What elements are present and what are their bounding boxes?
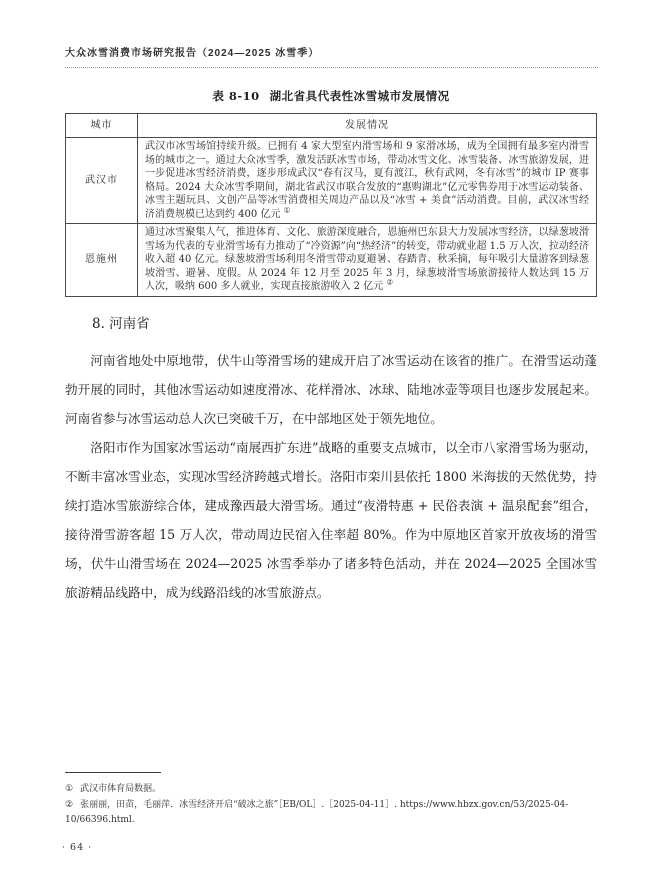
footnote-ref-2: ②	[386, 277, 394, 287]
body-paragraph: 河南省地处中原地带，伏牛山等滑雪场的建成开启了冰雪运动在该省的推广。在滑雪运动蓬勃开展的同时，其他冰雪运动如速度滑冰、花样滑冰、冰球、陆地冰壶等项目也逐步发展起来。河南省参与冰雪运动总人次已突破千万，在中部地区处于领先地位。	[65, 352, 597, 426]
page-number: · 64 ·	[62, 842, 93, 853]
development-cell-wuhan	[138, 138, 597, 224]
city-development-table	[65, 113, 597, 297]
table-row	[66, 224, 597, 297]
table-number: 表 8-10	[212, 89, 260, 103]
table-row	[66, 138, 597, 224]
page-content	[65, 88, 597, 607]
table-title-text: 湖北省具代表性冰雪城市发展情况	[269, 89, 450, 103]
footnotes-block	[65, 772, 597, 829]
footnote-ref-1: ①	[283, 205, 291, 215]
footnote-marker: ①	[65, 784, 74, 794]
city-cell-enshi: 恩施州	[66, 224, 138, 297]
footnote-text: 武汉市体育局数据。	[80, 784, 162, 794]
table-title	[65, 88, 597, 104]
footnote-divider	[65, 772, 161, 773]
table-header-row	[66, 114, 597, 138]
running-head: 大众冰雪消费市场研究报告（2024—2025 冰雪季）	[65, 44, 598, 68]
city-cell-wuhan: 武汉市	[66, 138, 138, 224]
footnote-item	[65, 798, 597, 829]
development-header-cell: 发展情况	[138, 114, 597, 138]
footnote-item	[65, 782, 597, 798]
section-heading-henan: 8. 河南省	[92, 315, 150, 332]
development-cell-enshi	[138, 224, 597, 297]
development-text: 武汉市冰雪场馆持续升级。已拥有 4 家大型室内滑雪场和 9 家滑冰场，成为全国拥有最多室内滑雪场的城市之一。通过大众冰雪季，激发活跃冰雪市场，带动冰雪文化、冰雪装备、冰雪旅游发展，进一步促进冰雪经济消费，逐步形成武汉“春有汉马，夏有渡江，秋有武网，冬有冰雪”的城市 IP 赛事格局。2024 大众冰雪季期间，湖北省武汉市联合发放的“惠购湖北”亿元零售券用于冰雪运动装备、冰雪主题玩具、文创产品等冰雪消费相关周边产品以及“冰雪 + 美食”活动消费。目前，武汉冰雪经济消费规模已达到约 400 亿元	[145, 141, 589, 220]
development-text: 通过冰雪聚集人气，推进体育、文化、旅游深度融合，恩施州巴东县大力发展冰雪经济，以绿葱坡滑雪场为代表的专业滑雪场有力推动了“冷资源”向“热经济”的转变，带动就业超 1.5 万人次，拉动经济收入超 40 亿元。绿葱坡滑雪场利用冬滑雪带动夏避暑、春踏青、秋采摘，每年吸引大量游客到绿葱坡滑雪、避暑、度假。从 2024 年 12 月至 2025 年 3 月，绿葱坡滑雪场旅游接待人数达到 15 万人次，吸纳 600 多人就业，实现直接旅游收入 2 亿元	[145, 227, 589, 292]
city-header-cell: 城市	[66, 114, 138, 138]
footnote-marker: ②	[65, 799, 74, 810]
body-paragraph: 洛阳市作为国家冰雪运动“南展西扩东进”战略的重要支点城市，以全市八家滑雪场为驱动，不断丰富冰雪业态，实现冰雪经济跨越式增长。洛阳市栾川县依托 1800 米海拔的天然优势，持续打造冰雪旅游综合体，建成豫西最大滑雪场。通过“夜滑特惠 + 民俗表演 + 温泉配套”组合，接待滑雪游客超 15 万人次，带动周边民宿入住率超 80%。作为中原地区首家开放夜场的滑雪场，伏牛山滑雪场在 2024—2025 冰雪季举办了诸多特色活动，并在 2024—2025 全国冰雪旅游精品线路中，成为线路沿线的冰雪旅游点。	[65, 439, 597, 600]
footnote-text: 张丽丽，田苗，毛丽萍．冰雪经济开启“破冰之旅”［EB/OL］.［2025-04-11］. https://www.hbzx.gov.cn/53/2025-04-10/66396.html.	[65, 799, 569, 825]
